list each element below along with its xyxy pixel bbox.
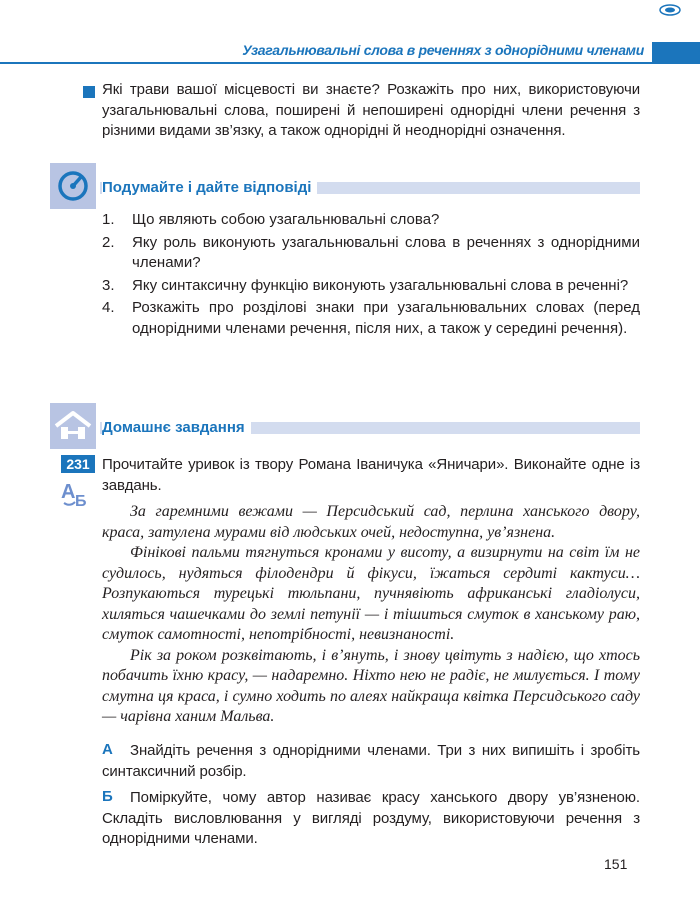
text-analysis-icon	[60, 478, 94, 508]
page-number: 151	[604, 856, 628, 872]
task-a-letter: А	[102, 741, 113, 758]
question-item: 2. Яку роль виконують узагальнювальні слова в реченнях з однорідними членами?	[102, 233, 640, 271]
task-a-text: Знайдіть речення з однорідними членами. Три з них випишіть і зробіть синтаксичний розбір.	[102, 742, 640, 780]
running-head	[0, 40, 700, 64]
question-item: 4. Розкажіть про розділові знаки при узагальнювальних словах (перед однорідними членами речення, після них, а також у середині речення).	[102, 299, 640, 337]
questions-list	[102, 210, 640, 341]
task-bullet-icon	[83, 86, 95, 98]
svg-text:Б: Б	[75, 493, 87, 508]
intro-task-text: Які трави вашої місцевості ви знаєте? Розкажіть про них, використовуючи узагальнювальні слова, поширені й непоширені однорідні члени речення з різними видами зв’язку, а також однорідні й неоднорідні означення.	[102, 81, 640, 139]
homework-section-icon	[50, 403, 96, 449]
exercise-instruction: Прочитайте уривок із твору Романа Іваничука «Яничари». Виконайте одне із завдань.	[102, 456, 640, 494]
excerpt-paragraph: Рік за роком розквітають, і в’януть, і знову цвітуть з надією, що хтось побачить їхню красу, — надаремно. Ніхто нею не радіє, не милується. І тому смутна ця краса, і сумно ходить по алеях найкраща квітка Персидського саду — чарівна ханим Мальва.	[102, 646, 640, 725]
literary-excerpt	[102, 502, 640, 728]
think-section-title: Подумайте і дайте відповіді	[102, 179, 317, 197]
task-b-letter: Б	[102, 788, 113, 805]
task-b-text: Поміркуйте, чому автор називає красу ханського двору ув’язненою. Складіть висловлювання у вигляді роздуму, використовуючи речення з однорідними членами.	[102, 789, 640, 847]
exercise-number-badge: 231	[61, 455, 95, 473]
running-head-title: Узагальнювальні слова в реченнях з однорідними членами	[242, 42, 644, 58]
think-section-icon	[50, 163, 96, 209]
homework-section-title: Домашнє завдання	[102, 419, 251, 437]
excerpt-paragraph: За гаремними вежами — Персидський сад, перлина ханського двору, краса, затулена мурами від людських очей, недоступна, ув’язнена.	[102, 503, 640, 541]
house-icon	[53, 409, 93, 443]
svg-text:А: А	[61, 481, 76, 503]
gauge-icon	[56, 169, 90, 203]
running-head-bar	[652, 42, 700, 62]
excerpt-paragraph: Фінікові пальми тягнуться кронами у висоту, а визирнути на світ їм не судилось, нудяться філодендри й фікуси, їжаться сердиті кактуси… Розпукаються турецькі тюльпани, пучнявіють африканські гладіолуси, хиляться чашечками до землі петунії — і тішиться смуток в ханському раю, смуток самотності, непотрібності, невизнаності.	[102, 544, 640, 643]
question-item: 1. Що являють собою узагальнювальні слова?	[102, 211, 440, 228]
publisher-logo-icon	[659, 4, 681, 16]
question-item: 3. Яку синтаксичну функцію виконують узагальнювальні слова в реченні?	[102, 276, 629, 294]
